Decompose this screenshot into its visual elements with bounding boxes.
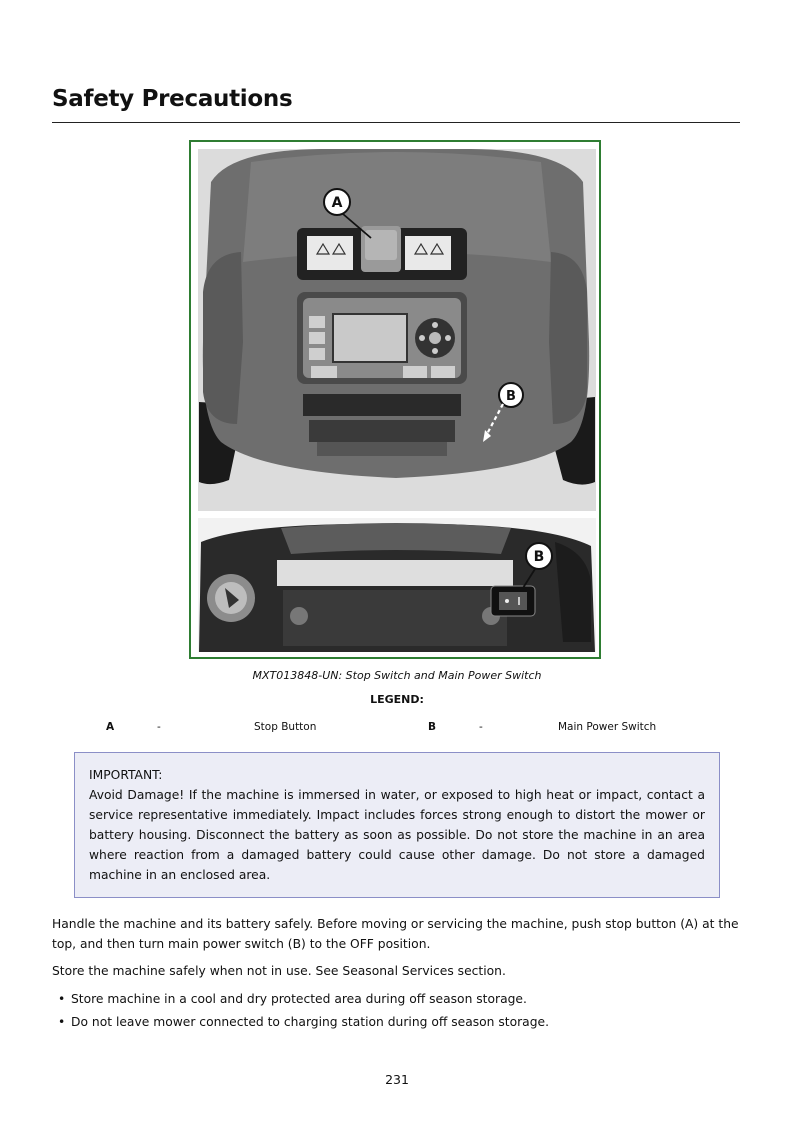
- important-heading: IMPORTANT:: [89, 768, 163, 782]
- legend-key-b: B: [428, 721, 437, 733]
- bullet-text: Store machine in a cool and dry protected area during off season storage.: [71, 992, 527, 1006]
- mower-photo: [191, 142, 599, 657]
- bullet-text: Do not leave mower connected to charging station during off season storage.: [71, 1015, 549, 1029]
- page-number: 231: [385, 1072, 409, 1087]
- legend-dash-b: -: [479, 721, 483, 733]
- title-divider: [52, 122, 740, 123]
- list-item: [58, 1012, 549, 1032]
- bullet-icon: •: [58, 1015, 66, 1029]
- figure-frame: [189, 140, 601, 659]
- legend-label-a: Stop Button: [254, 721, 317, 733]
- page-title: Safety Precautions: [52, 86, 293, 112]
- legend-key-a: A: [106, 721, 115, 733]
- callout-b-bottom: B: [533, 549, 545, 565]
- figure-caption: MXT013848-UN: Stop Switch and Main Power Switch: [252, 669, 542, 682]
- legend-label-b: Main Power Switch: [558, 721, 657, 733]
- list-item: [58, 989, 527, 1009]
- callout-a: A: [331, 195, 343, 211]
- important-notice: [74, 752, 720, 898]
- body-paragraph-2: Store the machine safely when not in use. See Seasonal Services section.: [52, 964, 506, 978]
- callout-b-top: B: [506, 389, 516, 404]
- bullet-icon: •: [58, 992, 66, 1006]
- important-body: Avoid Damage! If the machine is immersed in water, or exposed to high heat or impact, contact a service representative immediately. Impact includes forces strong enough to distort the mower or battery housing. Disconnect the battery as soon as possible. Do not store the machine in an area where reaction from a damaged battery could cause other damage. Do not store a damaged machine in an enclosed area.: [89, 788, 705, 882]
- legend-dash-a: -: [157, 721, 161, 733]
- legend-heading: LEGEND:: [370, 693, 424, 706]
- body-paragraph-1: Handle the machine and its battery safely. Before moving or servicing the machine, push stop button (A) at the top, and then turn main power switch (B) to the OFF position.: [52, 917, 739, 951]
- mower-rear-view: [198, 518, 596, 652]
- mower-top-view: [198, 149, 596, 511]
